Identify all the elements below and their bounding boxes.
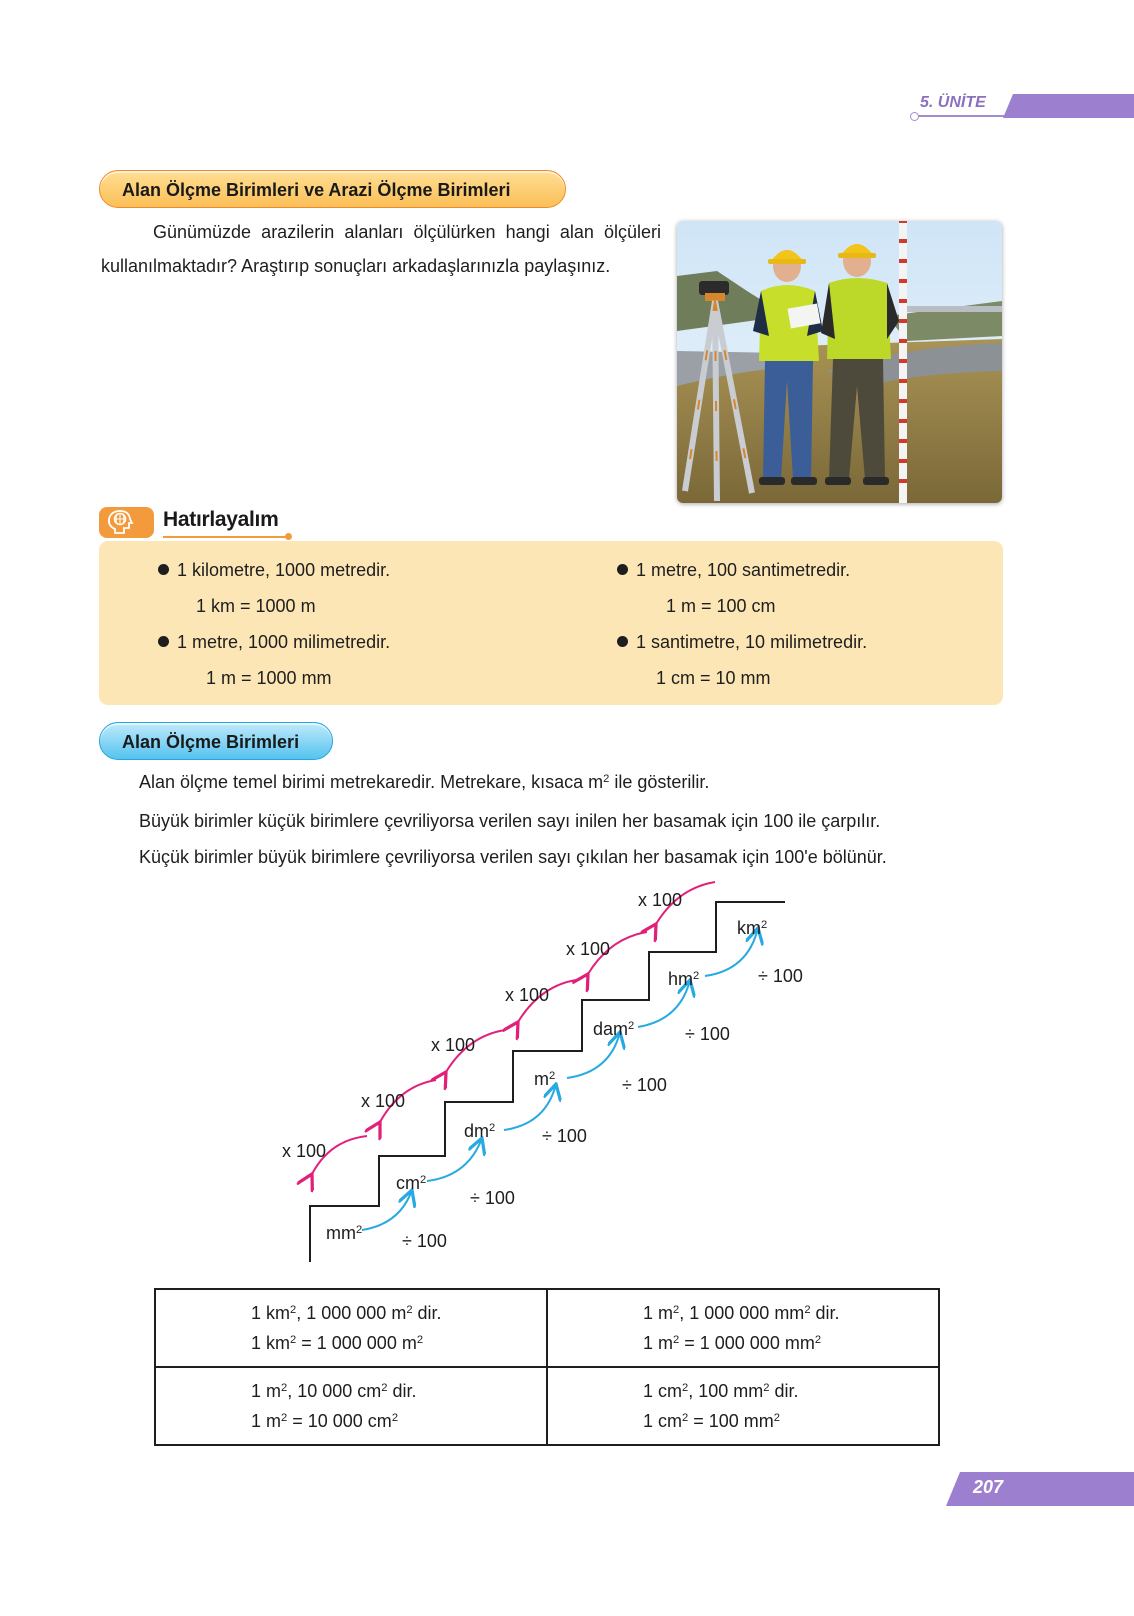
divide-arrow — [427, 1138, 482, 1181]
cell-line-2: 1 $m^2 = 1$ 000 000 $mm^2$ — [643, 1333, 822, 1353]
unit-label-hm2: $hm^2$ — [668, 969, 700, 989]
multiply-label: x 100 — [361, 1091, 406, 1111]
multiply-label: x 100 — [638, 890, 683, 910]
intro-line-2: kullanılmaktadır? Araştırıp sonuçları arkadaşlarınızla paylaşınız. — [101, 256, 611, 276]
remember-title: Hatırlayalım — [163, 508, 279, 531]
unit-label-mm2: $mm^2$ — [326, 1223, 363, 1243]
unit-label-km2: $km^2$ — [737, 918, 768, 938]
remember-item-text: 1 kilometre, 1000 metredir. — [177, 560, 391, 580]
multiply-label: x 100 — [282, 1141, 327, 1161]
brain-globe-icon — [99, 507, 154, 538]
intro-paragraph — [101, 215, 661, 283]
remember-underline-dot — [285, 533, 292, 540]
conversion-table — [154, 1288, 940, 1446]
table-cell — [155, 1367, 547, 1445]
unit-header-dot — [910, 112, 919, 121]
multiply-arrows — [312, 882, 715, 1174]
unit-label: 5. ÜNİTE — [920, 94, 986, 111]
divide-arrow — [362, 1190, 412, 1230]
table-cell — [547, 1367, 939, 1445]
remember-item — [617, 560, 850, 581]
unit-label-dm2: $dm^2$ — [464, 1121, 496, 1141]
rule-line-2: Büyük birimler küçük birimlere çevriliyorsa verilen sayı inilen her basamak için 100 ile çarpılır. — [139, 811, 881, 831]
rule-line-1: Alan ölçme temel birimi metrekaredir. Metrekare, kısaca $m^2$ ile gösterilir. — [139, 772, 710, 792]
remember-item-eq: 1 m = 1000 mm — [206, 668, 332, 688]
divide-arrow — [504, 1084, 556, 1130]
section-title-alan: Alan Ölçme Birimleri — [99, 722, 333, 760]
remember-item-text: 1 santimetre, 10 milimetredir. — [636, 632, 868, 652]
remember-item-eq: 1 m = 100 cm — [666, 596, 776, 616]
remember-item-text: 1 metre, 100 santimetredir. — [636, 560, 851, 580]
bullet-icon — [158, 564, 169, 575]
cell-line-1: 1 $km^2$, 1 000 000 $m^2$ dir. — [251, 1303, 442, 1323]
cell-line-2: 1 $km^2 = 1$ 000 000 $m^2$ — [251, 1333, 424, 1353]
table-row — [155, 1367, 939, 1445]
section-title-arazi: Alan Ölçme Birimleri ve Arazi Ölçme Birimleri — [99, 170, 566, 208]
cell-line-2: 1 $cm^2 = 100$ $mm^2$ — [643, 1411, 780, 1431]
unit-label-m2: $m^2$ — [534, 1069, 556, 1089]
table-row — [155, 1289, 939, 1367]
cell-line-1: 1 $m^2$, 10 000 $cm^2$ dir. — [251, 1381, 417, 1401]
remember-item-text: 1 metre, 1000 milimetredir. — [177, 632, 391, 652]
bullet-icon — [617, 564, 628, 575]
rule-line-3: Küçük birimler büyük birimlere çevriliyorsa verilen sayı çıkılan her basamak için 100'e bölünür. — [139, 847, 887, 867]
bullet-icon — [617, 636, 628, 647]
cell-line-1: 1 $cm^2$, 100 $mm^2$ dir. — [643, 1381, 799, 1401]
page-number: 207 — [973, 1477, 1004, 1497]
remember-underline — [163, 536, 288, 538]
surveyors-photo — [677, 221, 1002, 503]
unit-label-dam2: dam$^2$ — [593, 1019, 635, 1039]
multiply-label: x 100 — [431, 1035, 476, 1055]
table-cell — [547, 1289, 939, 1367]
multiply-label: x 100 — [505, 985, 550, 1005]
divide-label: ÷ 100 — [685, 1024, 730, 1044]
unit-label-cm2: $cm^2$ — [396, 1173, 427, 1193]
divide-label: ÷ 100 — [402, 1231, 447, 1251]
cell-line-1: 1 $m^2$, 1 000 000 $mm^2$ dir. — [643, 1303, 840, 1323]
cell-line-2: 1 $m^2 = 10$ 000 $cm^2$ — [251, 1411, 399, 1431]
divide-label: ÷ 100 — [622, 1075, 667, 1095]
bullet-icon — [158, 636, 169, 647]
remember-item-eq: 1 cm = 10 mm — [656, 668, 771, 688]
remember-item — [158, 560, 390, 581]
unit-tab — [1003, 94, 1134, 118]
remember-item-eq: 1 km = 1000 m — [196, 596, 316, 616]
remember-item — [158, 632, 390, 653]
divide-label: ÷ 100 — [542, 1126, 587, 1146]
remember-item — [617, 632, 867, 653]
intro-line-1: Günümüzde arazilerin alanları ölçülürken hangi alan ölçüleri — [153, 222, 661, 242]
multiply-label: x 100 — [566, 939, 611, 959]
divide-label: ÷ 100 — [470, 1188, 515, 1208]
table-cell — [155, 1289, 547, 1367]
divide-label: ÷ 100 — [758, 966, 803, 986]
